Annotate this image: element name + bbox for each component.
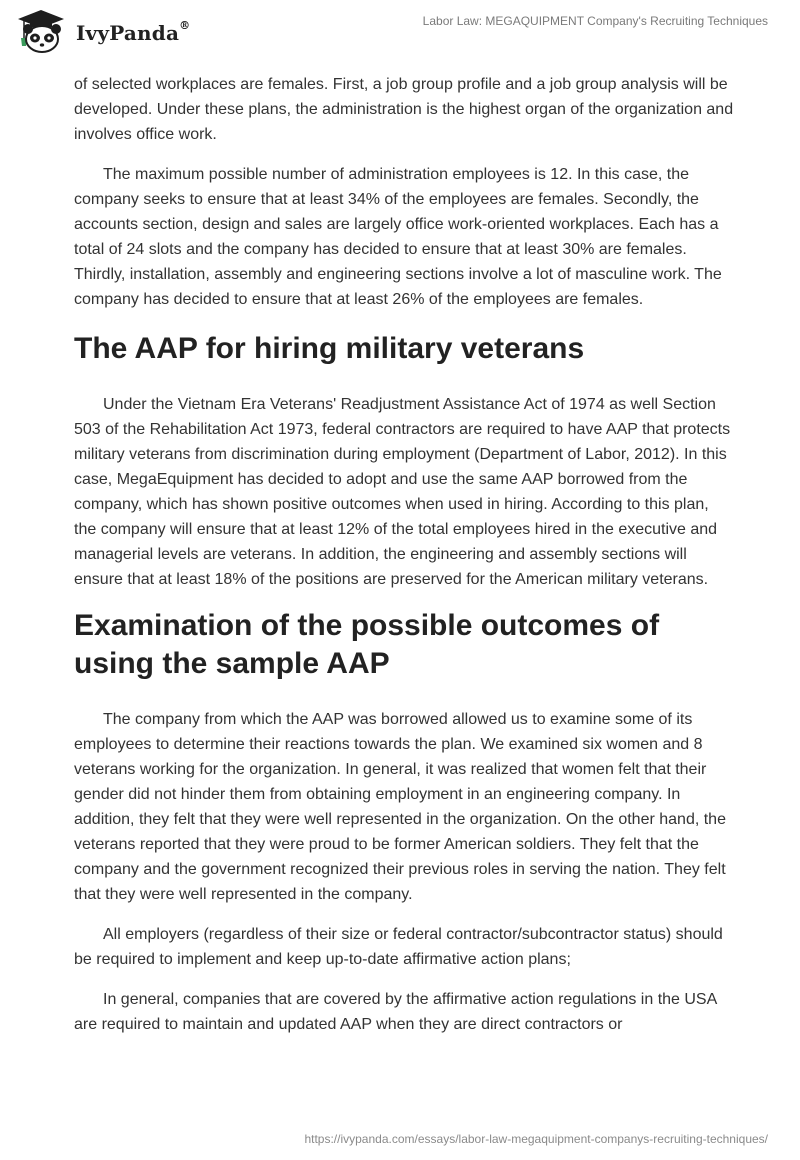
page-header <box>0 0 800 62</box>
paragraph-veterans-aap: Under the Vietnam Era Veterans' Readjustment Assistance Act of 1974 as well Section 503 of the Rehabilitation Act 1973, federal contractors are required to have AAP that protects military veterans from discrimination during employment (Department of Labor, 2012). In this case, MegaEquipment has decided to adopt and use the same AAP borrowed from the company, which has shown positive outcomes when used in hiring. According to this plan, the company will ensure that at least 12% of the total employees hired in the executive and managerial levels are veterans. In addition, the engineering and assembly sections will ensure that at least 18% of the positions are preserved for the American military veterans. <box>74 396 731 588</box>
paragraph-administration-quotas: The maximum possible number of administration employees is 12. In this case, the company seeks to ensure that at least 34% of the employees are females. Secondly, the accounts section, design and sales are largely office work-oriented workplaces. Each has a total of 24 slots and the company has decided to ensure that at least 30% are females. Thirdly, installation, assembly and engineering sections involve a lot of masculine work. The company has decided to ensure that at least 26% of the employees are females. <box>74 166 722 308</box>
panda-graduation-icon <box>14 8 68 54</box>
paragraph-continued: of selected workplaces are females. First, a job group profile and a job group analysis will be developed. Under these plans, the administration is the highest organ of the organization and involves office work. <box>74 76 734 143</box>
essay-body <box>74 72 734 1052</box>
paragraph-all-employers: All employers (regardless of their size or federal contractor/subcontractor status) should be required to implement and keep up-to-date affirmative action plans; <box>74 926 723 968</box>
paragraph-general-companies: In general, companies that are covered by the affirmative action regulations in the USA are required to maintain and updated AAP when they are direct contractors or <box>74 991 717 1033</box>
logo-name: IvyPanda <box>76 21 180 45</box>
ivypanda-logo[interactable] <box>14 8 190 54</box>
paragraph-outcomes-examination: The company from which the AAP was borrowed allowed us to examine some of its employees to determine their reactions towards the plan. We examined six women and 8 veterans working for the organization. In general, it was realized that women felt that their gender did not hinder them from obtaining employment in an engineering company. In addition, they felt that they were well represented in the organization. On the other hand, the veterans reported that they were proud to be former American soldiers. They felt that the company and the government recognized their previous roles in serving the nation. They felt that they were well represented in the company. <box>74 711 726 903</box>
registered-mark: ® <box>179 19 191 32</box>
source-url[interactable]: https://ivypanda.com/essays/labor-law-megaquipment-companys-recruiting-techniques/ <box>304 1132 768 1146</box>
section-heading-veterans: The AAP for hiring military veterans <box>74 332 585 365</box>
document-title: Labor Law: MEGAQUIPMENT Company's Recruiting Techniques <box>422 14 768 28</box>
section-heading-outcomes: Examination of the possible outcomes of using the sample AAP <box>74 609 660 680</box>
logo-wordmark <box>76 21 190 45</box>
